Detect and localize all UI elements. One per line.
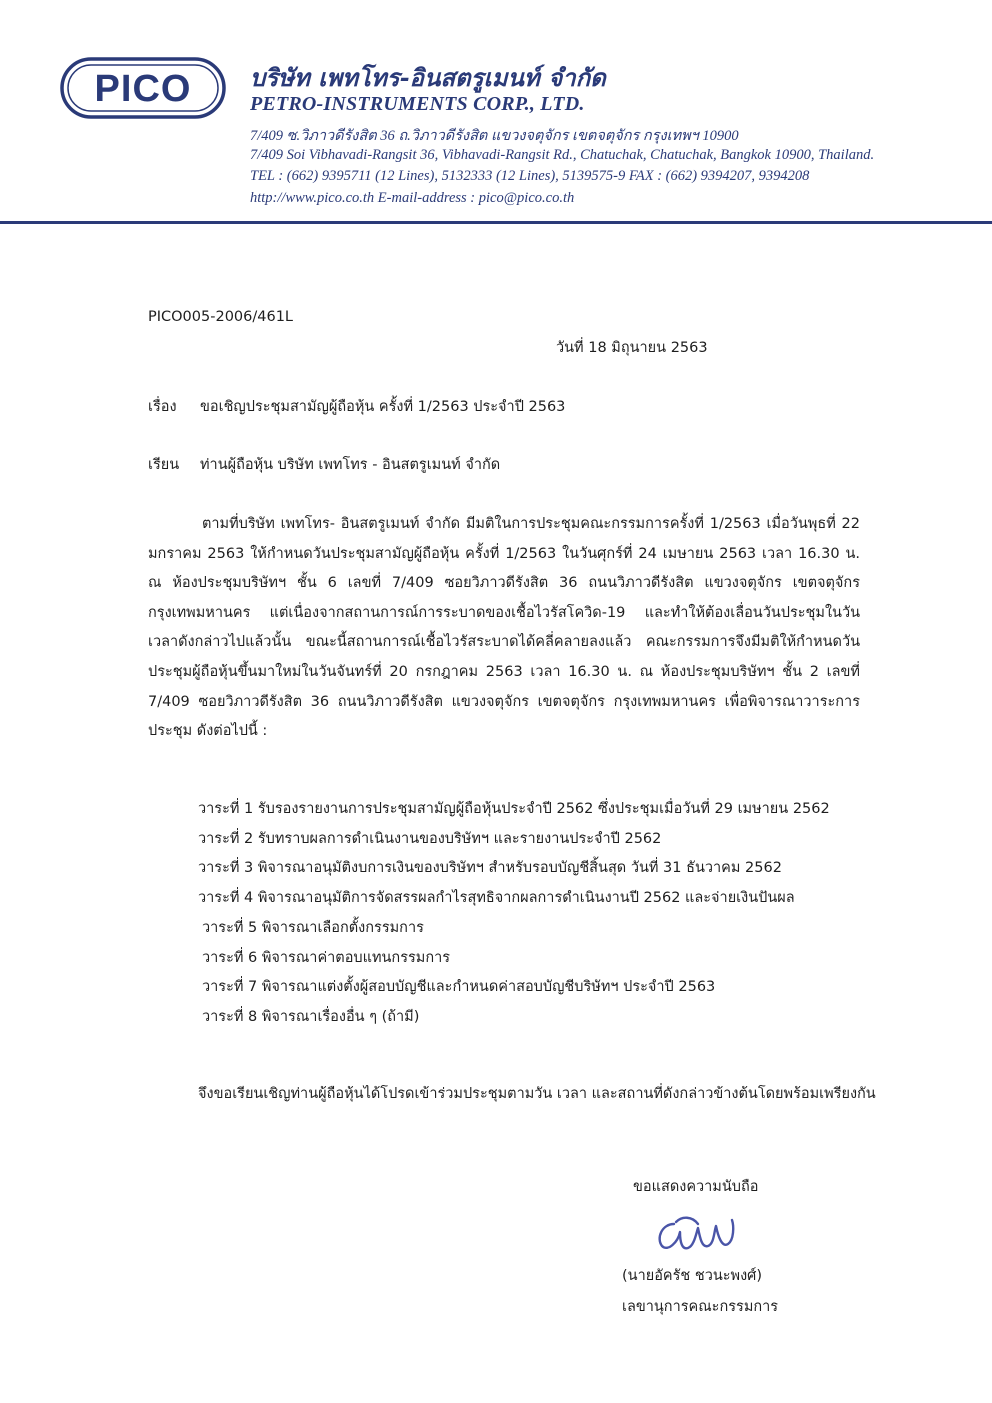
- address-english: 7/409 Soi Vibhavadi-Rangsit 36, Vibhavadi-Rangsit Rd., Chatuchak, Chatuchak, Bangkok 10900, Thailand.: [250, 147, 875, 163]
- agenda-item: วาระที่ 1 รับรองรายงานการประชุมสามัญผู้ถือหุ้นประจำปี 2562 ซึ่งประชุมเมื่อวันที่ 29 เมษายน 2562: [198, 801, 830, 817]
- handwritten-signature: [652, 1206, 744, 1258]
- agenda-item: วาระที่ 2 รับทราบผลการดำเนินงานของบริษัทฯ และรายงานประจำปี 2562: [198, 830, 662, 847]
- subject-label: เรื่อง: [148, 399, 177, 415]
- signer-name: (นายอัครัช ชวนะพงศ์): [622, 1268, 763, 1284]
- company-name-english: PETRO-INSTRUMENTS CORP., LTD.: [250, 93, 585, 115]
- recipient-text: ท่านผู้ถือหุ้น บริษัท เพทโทร - อินสตรูเมนท์ จำกัด: [200, 457, 501, 473]
- agenda-item: วาระที่ 8 พิจารณาเรื่องอื่น ๆ (ถ้ามี): [202, 1008, 420, 1025]
- address-thai: 7/409 ซ.วิภาวดีรังสิต 36 ถ.วิภาวดีรังสิต แขวงจตุจักร เขตจตุจักร กรุงเทพฯ 10900: [250, 128, 739, 144]
- reference-number: PICO005-2006/461L: [148, 309, 294, 325]
- agenda-item: วาระที่ 4 พิจารณาอนุมัติการจัดสรรผลกำไรสุทธิจากผลการดำเนินงานปี 2562 และจ่ายเงินปันผล: [198, 890, 795, 907]
- letter-date: วันที่ 18 มิถุนายน 2563: [556, 340, 708, 356]
- body-paragraph: ตามที่บริษัท เพทโทร- อินสตรูเมนท์ จำกัด มีมติในการประชุมคณะกรรมการครั้งที่ 1/2563 เมื่อวันพุธที่ 22 มกราคม 2563 ให้กำหนดวันประชุมสามัญผู้ถือหุ้น ครั้งที่ 1/2563 ในวันศุกร์ที่ 24 เมษายน 2563 เวลา 16.30 น. ณ ห้องประชุมบริษัทฯ ชั้น 6 เลขที่ 7/409 ซอยวิภาวดีรังสิต 36 ถนนวิภาวดีรังสิต แขวงจตุจักร เขตจตุจักร กรุงเทพมหานคร แต่เนื่องจากสถานการณ์การระบาดของเชื้อไวรัสโควิด-19 และทำให้ต้องเลื่อนวันประชุมในวันเวลาดังกล่าวไปแล้วนั้น ขณะนี้สถานการณ์เชื้อไวรัสระบาดได้คลี่คลายลงแล้ว คณะกรรมการจึงมีมติให้กำหนดวันประชุมผู้ถือหุ้นขึ้นมาใหม่ในวันจันทร์ที่ 20 กรกฎาคม 2563 เวลา 16.30 น. ณ ห้องประชุมบริษัทฯ ชั้น 2 เลขที่ 7/409 ซอยวิภาวดีรังสิต 36 ถนนวิภาวดีรังสิต แขวงจตุจักร เขตจตุจักร กรุงเทพมหานคร เพื่อพิจารณาวาระการประชุม ดังต่อไปนี้ :: [148, 516, 860, 740]
- agenda-list: [198, 795, 830, 1033]
- pico-logo: [60, 57, 226, 119]
- header-divider: [0, 221, 992, 224]
- regards: ขอแสดงความนับถือ: [633, 1179, 759, 1195]
- contact-numbers: TEL : (662) 9395711 (12 Lines), 5132333 (12 Lines), 5139575-9 FAX : (662) 9394207, 9394208: [250, 168, 810, 184]
- company-name-thai: บริษัท เพทโทร-อินสตรูเมนท์ จำกัด: [250, 63, 606, 92]
- svg-text:PICO: PICO: [94, 68, 192, 110]
- agenda-item: วาระที่ 3 พิจารณาอนุมัติงบการเงินของบริษัทฯ สำหรับรอบบัญชีสิ้นสุด วันที่ 31 ธันวาคม 2562: [198, 860, 782, 877]
- subject-text: ขอเชิญประชุมสามัญผู้ถือหุ้น ครั้งที่ 1/2563 ประจำปี 2563: [200, 399, 566, 415]
- web-and-email: http://www.pico.co.th E-mail-address : pico@pico.co.th: [250, 190, 575, 206]
- closing-sentence: จึงขอเรียนเชิญท่านผู้ถือหุ้นได้โปรดเข้าร่วมประชุมตามวัน เวลา และสถานที่ดังกล่าวข้างต้นโดยพร้อมเพรียงกัน: [198, 1086, 876, 1102]
- agenda-item: วาระที่ 7 พิจารณาแต่งตั้งผู้สอบบัญชีและกำหนดค่าสอบบัญชีบริษัทฯ ประจำปี 2563: [202, 979, 716, 996]
- recipient-label: เรียน: [148, 457, 180, 473]
- agenda-item: วาระที่ 6 พิจารณาค่าตอบแทนกรรมการ: [202, 949, 451, 966]
- agenda-item: วาระที่ 5 พิจารณาเลือกตั้งกรรมการ: [202, 919, 424, 936]
- signer-title: เลขานุการคณะกรรมการ: [622, 1299, 779, 1315]
